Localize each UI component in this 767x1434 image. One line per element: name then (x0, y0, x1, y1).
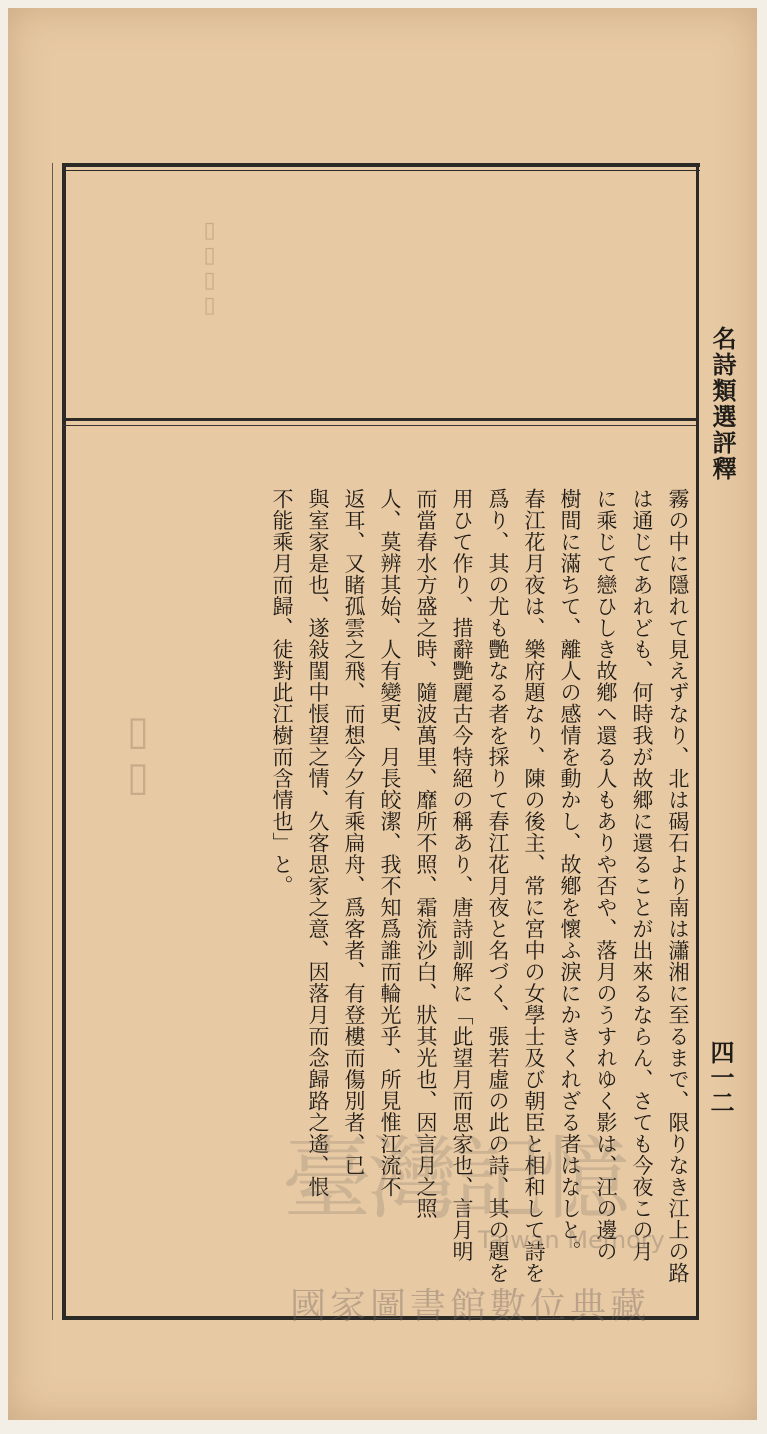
text-column: 用ひて作り、措辭艷麗古今特絕の稱あり、唐詩訓解に「此望月而思家也、言月明 (450, 488, 474, 1262)
frame-top-rule-thin (66, 170, 700, 171)
watermark-logo: 臺灣記憶 (282, 1127, 626, 1232)
book-page (8, 8, 757, 1420)
show-through-ghost: ▯▯ (115, 708, 161, 800)
text-column: 返耳、又睹孤雲之飛、而想今夕有乘扁舟、爲客者、有登樓而傷別者、已 (342, 488, 366, 1176)
frame-middle-rule (62, 418, 696, 421)
page-number: 四一二 (706, 1040, 735, 1115)
frame-top-rule (66, 163, 700, 167)
text-column: 春江花月夜は、樂府題なり、陳の後主、常に宮中の女學士及び朝臣と相和して詩を (522, 488, 546, 1284)
watermark-english: Taiwan Memory (478, 1226, 665, 1254)
text-column: 與室家是也、遂敍閨中悵望之情、久客思家之意、因落月而念歸路之遙、恨 (306, 488, 330, 1198)
text-column: 而當春水方盛之時、隨波萬里、靡所不照、霜流沙白、狀其光也、因言月之照 (414, 488, 438, 1219)
watermark-chinese: 國家圖書館數位典藏 (290, 1286, 651, 1327)
text-column: 霧の中に隱れて見えずなり、北は碣石より南は瀟湘に至るまで、限りなき江上の路 (666, 488, 690, 1284)
frame-middle-rule-thin (62, 425, 696, 426)
frame-left-rule (62, 163, 66, 1320)
text-column: 爲り、其の尤も艷なる者を採りて春江花月夜と名づく、張若虛の此の詩、其の題を (486, 488, 510, 1284)
show-through-ghost: ▯▯▯▯ (197, 218, 222, 318)
text-column: 人、莫辨其始、人有變更、月長皎潔、我不知爲誰而輪光乎、所見惟江流不 (378, 488, 402, 1198)
running-head-title: 名詩類選評釋 (708, 326, 737, 482)
text-column: に乘じて戀ひしき故鄕へ還る人もありや否や、落月のうすれゆく影は、江の邊の (594, 488, 618, 1262)
text-column: 不能乘月而歸、徒對此江樹而含情也」と。 (270, 488, 294, 897)
text-column: 樹間に滿ちて、離人の感情を動かし、故鄕を懷ふ淚にかきくれざる者はなしと。 (558, 488, 582, 1262)
text-column: は通じてあれども、何時我が故郷に還ることが出來るならん、さても今夜この月 (630, 488, 654, 1262)
frame-outer-rule (52, 163, 53, 1320)
